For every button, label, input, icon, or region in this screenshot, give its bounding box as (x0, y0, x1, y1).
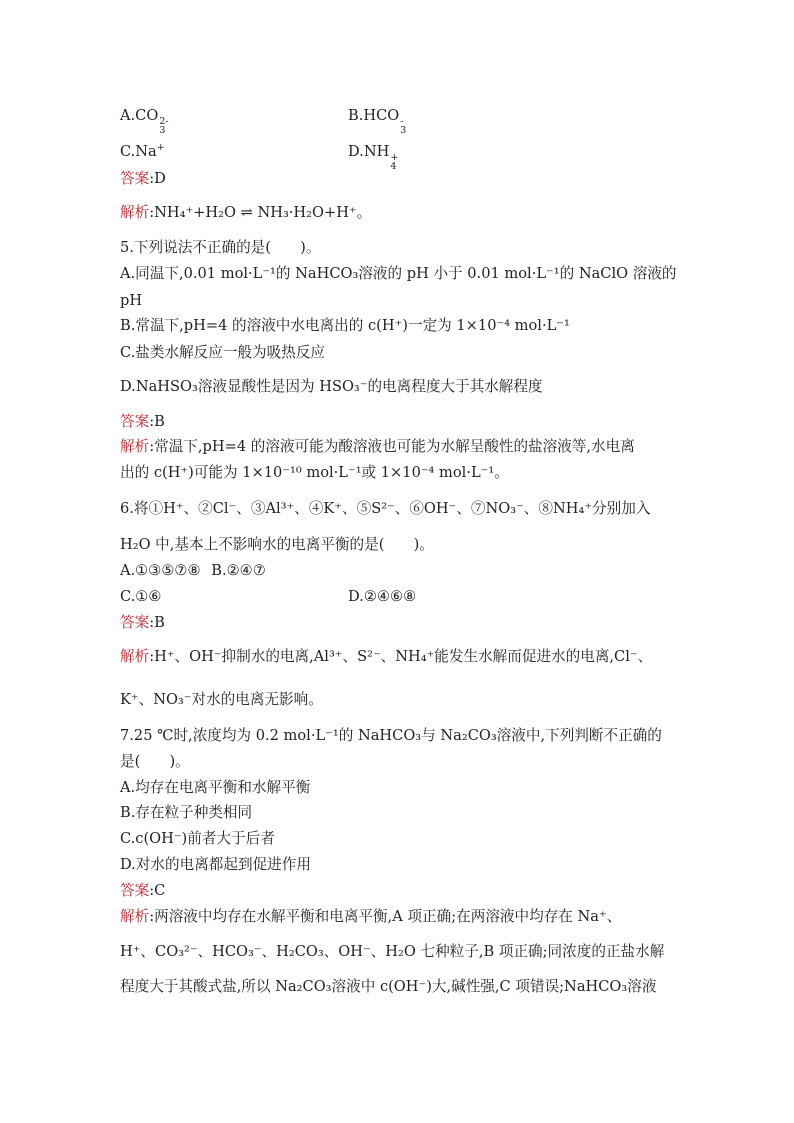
q7-option-d: D.对水的电离都起到促进作用 (120, 856, 311, 873)
q5-option-c: C.盐类水解反应一般为吸热反应 (120, 344, 326, 361)
q7-stem-line2: 是( )。 (120, 753, 190, 770)
answer-value: :D (149, 170, 166, 187)
q7-analysis-line2: H⁺、CO₃²⁻、HCO₃⁻、H₂CO₃、OH⁻、H₂O 七种粒子,B 项正确;同浓度的正盐水解 (120, 943, 665, 960)
q7-option-a: A.均存在电离平衡和水解平衡 (120, 779, 311, 796)
q5-option-b: B.常温下,pH=4 的溶液中水电离出的 c(H⁺)一定为 1×10⁻⁴ mol·L⁻¹ (120, 317, 570, 334)
q5-option-d: D.NaHSO₃溶液显酸性是因为 HSO₃⁻的电离程度大于其水解程度 (120, 378, 543, 395)
analysis-label: 解析 (120, 908, 150, 925)
q4-option-row-1 (120, 106, 407, 136)
q5-analysis-line1 (120, 437, 635, 457)
answer-label: 答案 (120, 882, 150, 899)
q6-option-a: A.①③⑤⑦⑧ (120, 562, 201, 579)
q5-analysis-line2: 出的 c(H⁺)可能为 1×10⁻¹⁰ mol·L⁻¹或 1×10⁻⁴ mol·L⁻¹。 (120, 464, 509, 481)
answer-label: 答案 (120, 170, 150, 187)
q7-option-c: C.c(OH⁻)前者大于后者 (120, 830, 275, 847)
analysis-text: :常温下,pH=4 的溶液可能为酸溶液也可能为水解呈酸性的盐溶液等,水电离 (149, 438, 635, 455)
analysis-text: :两溶液中均存在水解平衡和电离平衡,A 项正确;在两溶液中均存在 Na⁺、 (149, 908, 622, 925)
analysis-label: 解析 (120, 204, 150, 221)
q6-stem-line2: H₂O 中,基本上不影响水的电离平衡的是( )。 (120, 536, 434, 553)
q5-option-a-line2: pH (120, 292, 143, 309)
analysis-text: :NH₄⁺+H₂O ⇌ NH₃·H₂O+H⁺。 (149, 204, 372, 221)
q6-analysis-line2: K⁺、NO₃⁻对水的电离无影响。 (120, 691, 323, 708)
q4-analysis (120, 203, 371, 223)
q4-option-row-2 (120, 142, 399, 172)
q7-analysis-line1 (120, 907, 621, 927)
q6-option-row-1 (120, 561, 266, 581)
analysis-text: :H⁺、OH⁻抑制水的电离,Al³⁺、S²⁻、NH₄⁺能发生水解而促进水的电离,Cl⁻、 (149, 648, 653, 665)
q7-option-b: B.存在粒子种类相同 (120, 804, 253, 821)
q5-stem: 5.下列说法不正确的是( )。 (120, 239, 321, 256)
q6-analysis-line1 (120, 647, 652, 667)
analysis-label: 解析 (120, 438, 150, 455)
q4-option-b: B.HCO - 3 (348, 107, 407, 136)
q6-option-b: B.②④⑦ (211, 562, 266, 579)
q6-stem-line1: 6.将①H⁺、②Cl⁻、③Al³⁺、④K⁺、⑤S²⁻、⑥OH⁻、⑦NO₃⁻、⑧NH₄⁺分别加入 (120, 500, 651, 517)
q5-answer (120, 412, 165, 432)
q7-analysis-line3: 程度大于其酸式盐,所以 Na₂CO₃溶液中 c(OH⁻)大,碱性强,C 项错误;NaHCO₃溶液 (120, 978, 657, 995)
q6-answer (120, 613, 165, 633)
q4-answer (120, 169, 166, 189)
answer-label: 答案 (120, 614, 150, 631)
q5-option-a-line1: A.同温下,0.01 mol·L⁻¹的 NaHCO₃溶液的 pH 小于 0.01 mol·L⁻¹的 NaClO 溶液的 (120, 265, 677, 282)
q7-stem-line1: 7.25 ℃时,浓度均为 0.2 mol·L⁻¹的 NaHCO₃与 Na₂CO₃溶液中,下列判断不正确的 (120, 727, 662, 744)
answer-value: :C (149, 882, 166, 899)
q4-option-c: C.Na+ (120, 142, 165, 160)
q6-option-d: D.②④⑥⑧ (348, 588, 417, 605)
q7-answer (120, 881, 165, 901)
q4-option-d: D.NH + 4 (348, 143, 399, 172)
answer-value: :B (149, 614, 165, 631)
q4-option-a: A.CO 2- 3 (120, 107, 169, 136)
analysis-label: 解析 (120, 648, 150, 665)
answer-label: 答案 (120, 413, 150, 430)
q6-option-c: C.①⑥ (120, 588, 162, 605)
answer-value: :B (149, 413, 165, 430)
q6-option-row-2 (120, 587, 417, 607)
